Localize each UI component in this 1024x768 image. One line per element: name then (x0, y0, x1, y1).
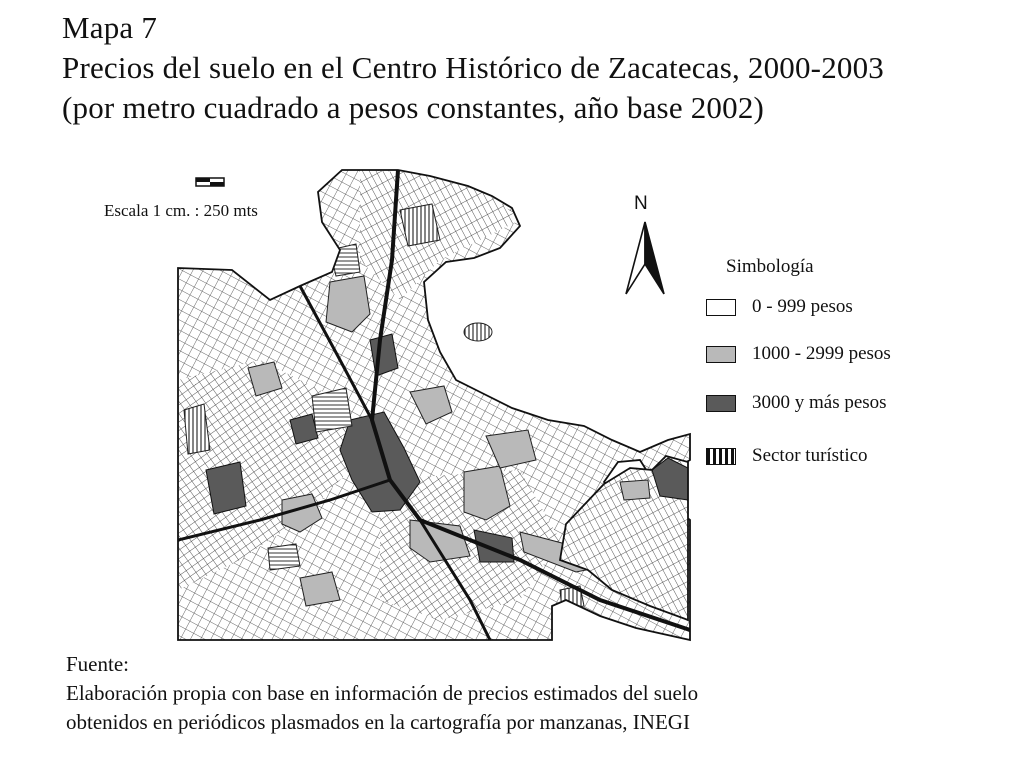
legend-swatch-tourist (706, 448, 736, 465)
source-block (66, 650, 1006, 737)
map-subtitle: (por metro cuadrado a pesos constantes, año base 2002) (62, 90, 765, 125)
north-arrow-icon (626, 222, 664, 294)
legend-label-high: 3000 y más pesos (752, 392, 887, 413)
legend-title: Simbología (726, 256, 814, 277)
source-line-2: obtenidos en periódicos plasmados en la cartografía por manzanas, INEGI (66, 710, 690, 734)
legend-swatch-low (706, 299, 736, 316)
legend-label-mid: 1000 - 2999 pesos (752, 343, 891, 364)
legend-item-high (706, 391, 887, 415)
source-label: Fuente: (66, 652, 129, 676)
scale-bar (196, 178, 224, 186)
scale-label: Escala 1 cm. : 250 mts (104, 201, 258, 220)
legend-swatch-mid (706, 346, 736, 363)
legend-item-mid (706, 342, 891, 366)
legend-swatch-high (706, 395, 736, 412)
legend-label-tourist: Sector turístico (752, 445, 868, 466)
source-line-1: Elaboración propia con base en información de precios estimados del suelo (66, 681, 699, 705)
legend-label-low: 0 - 999 pesos (752, 296, 853, 317)
north-label: N (634, 193, 648, 214)
city-map (170, 165, 700, 645)
map-title: Precios del suelo en el Centro Histórico de Zacatecas, 2000-2003 (62, 50, 884, 85)
tourist-block (464, 323, 492, 341)
legend-item-low (706, 295, 853, 319)
map-number: Mapa 7 (62, 10, 158, 45)
legend-item-tourist (706, 444, 868, 468)
